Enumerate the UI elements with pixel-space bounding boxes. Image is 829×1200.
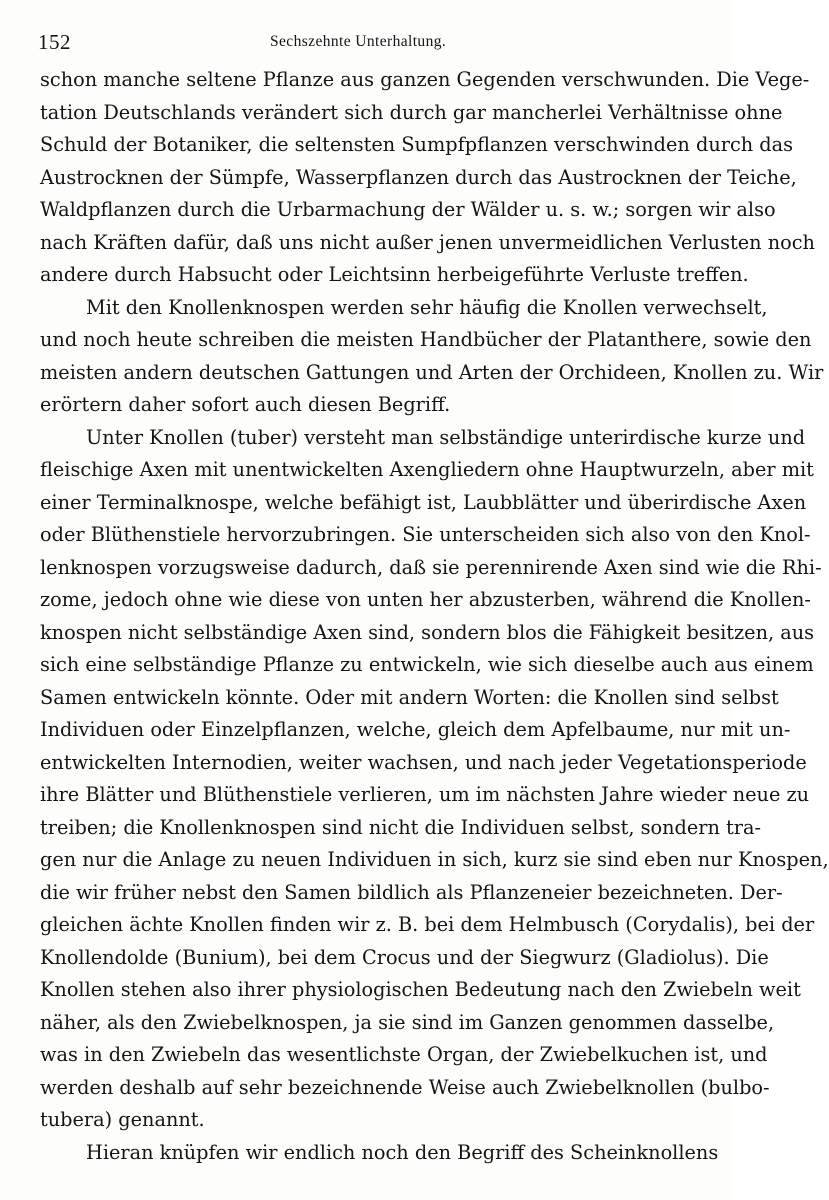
body-text <box>40 64 829 1169</box>
text-line: Waldpflanzen durch die Urbarmachung der Wälder u. s. w.; sorgen wir also <box>40 198 776 221</box>
paragraph <box>40 64 815 292</box>
text-line: fleischige Axen mit unentwickelten Axengliedern ohne Hauptwurzeln, aber mit <box>40 458 814 481</box>
text-line: ihre Blätter und Blüthenstiele verlieren, um im nächsten Jahre wieder neue zu <box>40 783 810 806</box>
text-line: einer Terminalknospe, welche befähigt ist, Laubblätter und überirdische Axen <box>40 490 807 514</box>
text-line: erörtern daher sofort auch diesen Begriff. <box>40 393 451 416</box>
paragraph <box>40 292 824 422</box>
text-line: nach Kräften dafür, daß uns nicht außer jenen unvermeidlichen Verlusten noch <box>40 230 815 254</box>
text-line: die wir früher nebst den Samen bildlich als Pflanzeneier bezeichneten. Der- <box>40 880 783 904</box>
text-line: Knollen stehen also ihrer physiologischen Bedeutung nach den Zwiebeln weit <box>40 978 801 1001</box>
text-line: Hieran knüpfen wir endlich noch den Begriff des Scheinknollens <box>86 1140 719 1164</box>
text-line: knospen nicht selbständige Axen sind, sondern blos die Fähigkeit besitzen, aus <box>40 620 815 644</box>
text-line: schon manche seltene Pflanze aus ganzen Gegenden verschwunden. Die Vege- <box>40 68 810 91</box>
text-line: zome, jedoch ohne wie diese von unten her abzusterben, während die Knollen- <box>40 588 811 611</box>
text-line: andere durch Habsucht oder Leichtsinn herbeigeführte Verluste treffen. <box>40 263 749 286</box>
text-line: tation Deutschlands verändert sich durch gar mancherlei Verhältnisse ohne <box>40 100 783 124</box>
text-line: Unter Knollen (tuber) versteht man selbständige unterirdische kurze und <box>86 425 806 449</box>
text-line: Samen entwickeln könnte. Oder mit andern Worten: die Knollen sind selbst <box>40 685 779 709</box>
text-line: werden deshalb auf sehr bezeichnende Weise auch Zwiebelknollen (bulbo- <box>40 1075 770 1099</box>
text-line: Individuen oder Einzelpflanzen, welche, gleich dem Apfelbaume, nur mit un- <box>40 718 791 741</box>
text-line: oder Blüthenstiele hervorzubringen. Sie unterscheiden sich also von den Knol- <box>40 523 811 546</box>
text-line: gleichen ächte Knollen finden wir z. B. bei dem Helmbusch (Corydalis), bei der <box>40 913 815 936</box>
text-line: entwickelten Internodien, weiter wachsen, und nach jeder Vegetationsperiode <box>40 750 807 774</box>
text-line: lenknospen vorzugsweise dadurch, daß sie perennirende Axen sind wie die Rhi- <box>40 555 822 579</box>
running-head: Sechszehnte Unterhaltung. <box>270 33 447 50</box>
text-line: Knollendolde (Bunium), bei dem Crocus und der Siegwurz (Gladiolus). Die <box>40 945 769 969</box>
paragraph <box>40 1137 719 1170</box>
text-line: sich eine selbständige Pflanze zu entwickeln, wie sich dieselbe auch aus einem <box>40 653 814 676</box>
paragraph <box>40 422 829 1137</box>
text-line: meisten andern deutschen Gattungen und Arten der Orchideen, Knollen zu. Wir <box>40 360 824 384</box>
page-header <box>38 26 710 56</box>
text-line: Schuld der Botaniker, die seltensten Sumpfpflanzen verschwinden durch das <box>40 133 794 156</box>
text-line: was in den Zwiebeln das wesentlichste Organ, der Zwiebelkuchen ist, und <box>40 1043 768 1066</box>
text-line: näher, als den Zwiebelknospen, ja sie sind im Ganzen genommen dasselbe, <box>40 1010 775 1034</box>
text-line: und noch heute schreiben die meisten Handbücher der Platanthere, sowie den <box>40 328 812 351</box>
page-number: 152 <box>38 30 71 54</box>
text-line: gen nur die Anlage zu neuen Individuen in sich, kurz sie sind eben nur Knospen, <box>40 848 829 871</box>
text-line: Austrocknen der Sümpfe, Wasserpflanzen durch das Austrocknen der Teiche, <box>40 165 797 189</box>
text-line: Mit den Knollenknospen werden sehr häufig die Knollen verwechselt, <box>86 295 768 319</box>
text-line: treiben; die Knollenknospen sind nicht die Individuen selbst, sondern tra- <box>40 815 762 839</box>
text-line: tubera) genannt. <box>40 1108 205 1131</box>
